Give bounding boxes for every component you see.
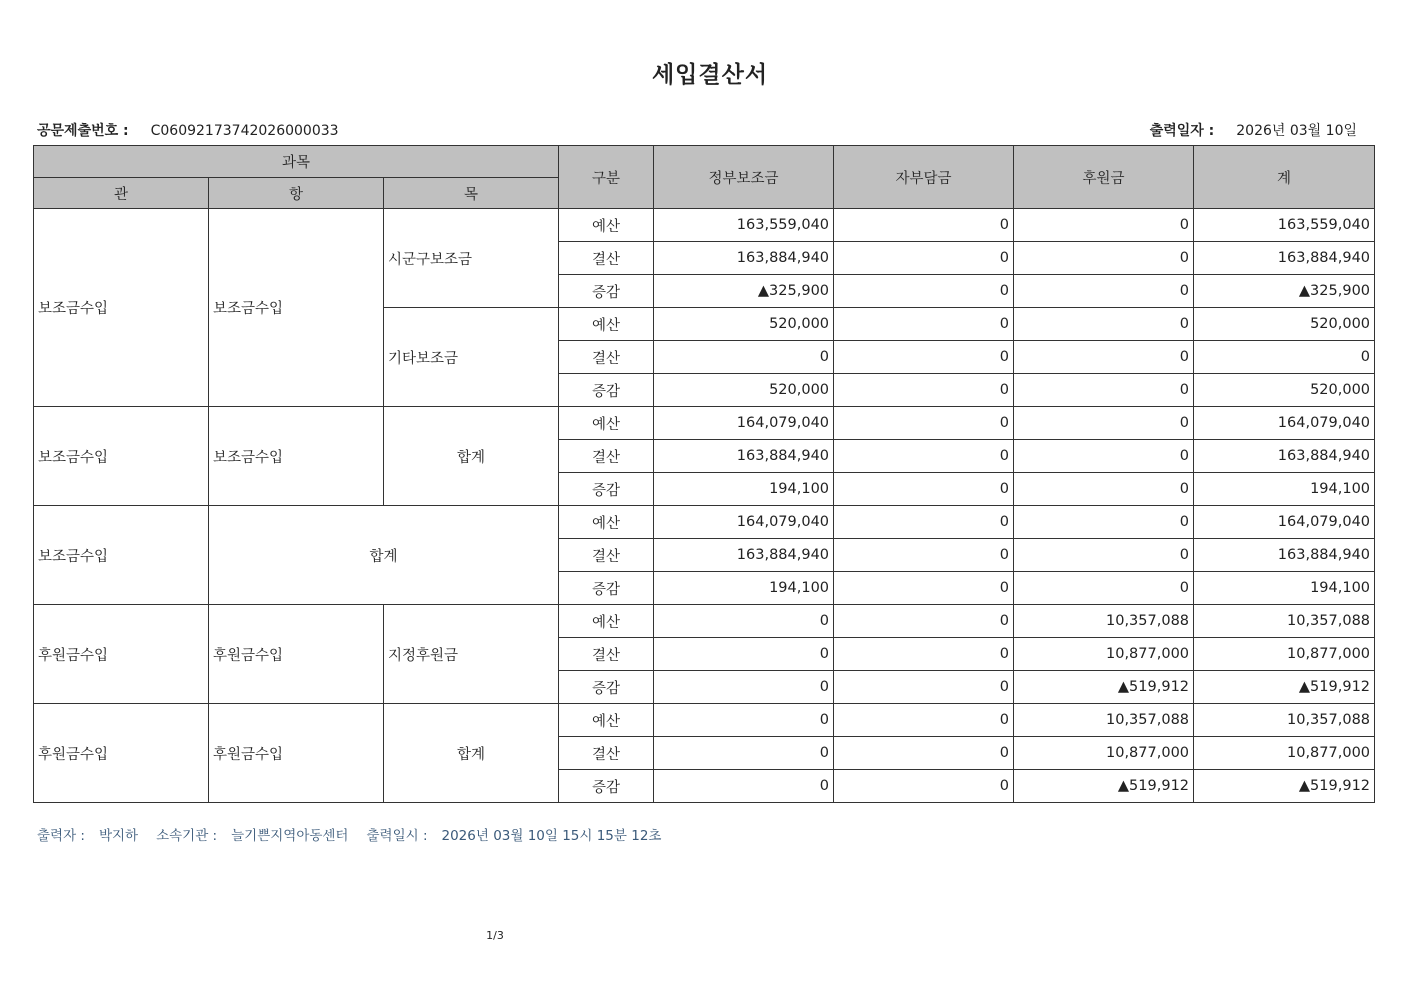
self-burden-cell: 0 <box>834 308 1014 341</box>
hang-cell: 후원금수입 <box>209 704 384 803</box>
table-row <box>34 605 1375 638</box>
gov-subsidy-cell: 0 <box>654 605 834 638</box>
total-cell: 520,000 <box>1194 308 1375 341</box>
print-date <box>1150 120 1357 140</box>
sponsorship-cell: 0 <box>1014 275 1194 308</box>
org-value: 늘기쁜지역아동센터 <box>231 828 349 844</box>
report-title: 세입결산서 <box>651 62 769 88</box>
table-row <box>34 407 1375 440</box>
gubun-cell: 예산 <box>559 605 654 638</box>
printed-at-value: 2026년 03월 10일 15시 15분 12초 <box>441 828 662 844</box>
print-date-value: 2026년 03월 10일 <box>1236 123 1357 139</box>
sponsorship-cell: 0 <box>1014 242 1194 275</box>
total-cell: 10,357,088 <box>1194 704 1375 737</box>
sponsorship-cell: 10,877,000 <box>1014 737 1194 770</box>
gwan-cell: 후원금수입 <box>34 605 209 704</box>
gubun-cell: 결산 <box>559 737 654 770</box>
mok-cell: 지정후원금 <box>384 605 559 704</box>
gov-subsidy-cell: 0 <box>654 341 834 374</box>
self-burden-cell: 0 <box>834 407 1014 440</box>
header-gwan: 관 <box>34 178 209 209</box>
header-gubun: 구분 <box>559 146 654 209</box>
gubun-cell: 결산 <box>559 242 654 275</box>
sponsorship-cell: 0 <box>1014 506 1194 539</box>
gubun-cell: 증감 <box>559 473 654 506</box>
gov-subsidy-cell: 194,100 <box>654 572 834 605</box>
printer-label: 출력자 : <box>37 828 85 844</box>
total-cell: ▲519,912 <box>1194 770 1375 803</box>
header-gov-subsidy: 정부보조금 <box>654 146 834 209</box>
gubun-cell: 증감 <box>559 572 654 605</box>
gubun-cell: 결산 <box>559 341 654 374</box>
org-label: 소속기관 : <box>156 828 218 844</box>
document-number-value: C06092173742026000033 <box>150 123 339 139</box>
gov-subsidy-cell: 194,100 <box>654 473 834 506</box>
header-hang: 항 <box>209 178 384 209</box>
total-cell: ▲325,900 <box>1194 275 1375 308</box>
self-burden-cell: 0 <box>834 341 1014 374</box>
total-cell: ▲519,912 <box>1194 671 1375 704</box>
gubun-cell: 증감 <box>559 671 654 704</box>
total-cell: 163,884,940 <box>1194 440 1375 473</box>
self-burden-cell: 0 <box>834 605 1014 638</box>
self-burden-cell: 0 <box>834 374 1014 407</box>
sponsorship-cell: 10,357,088 <box>1014 605 1194 638</box>
sponsorship-cell: 0 <box>1014 341 1194 374</box>
total-cell: 163,884,940 <box>1194 539 1375 572</box>
self-burden-cell: 0 <box>834 473 1014 506</box>
gubun-cell: 결산 <box>559 440 654 473</box>
total-cell: 194,100 <box>1194 572 1375 605</box>
gov-subsidy-cell: 163,884,940 <box>654 242 834 275</box>
gov-subsidy-cell: 163,884,940 <box>654 440 834 473</box>
table-row <box>34 506 1375 539</box>
gov-subsidy-cell: 520,000 <box>654 308 834 341</box>
gov-subsidy-cell: 520,000 <box>654 374 834 407</box>
total-cell: 10,877,000 <box>1194 737 1375 770</box>
gov-subsidy-cell: 0 <box>654 704 834 737</box>
mok-cell: 합계 <box>384 407 559 506</box>
page-number: 1/3 <box>486 929 504 942</box>
self-burden-cell: 0 <box>834 704 1014 737</box>
gwan-cell: 보조금수입 <box>34 209 209 407</box>
self-burden-cell: 0 <box>834 737 1014 770</box>
document-number-label: 공문제출번호 : <box>37 123 129 139</box>
revenue-settlement-table <box>33 145 1375 803</box>
sponsorship-cell: 0 <box>1014 473 1194 506</box>
sponsorship-cell: 0 <box>1014 440 1194 473</box>
sponsorship-cell: 0 <box>1014 374 1194 407</box>
gov-subsidy-cell: 0 <box>654 671 834 704</box>
gov-subsidy-cell: 164,079,040 <box>654 506 834 539</box>
gubun-cell: 예산 <box>559 506 654 539</box>
gov-subsidy-cell: 0 <box>654 638 834 671</box>
total-cell: 0 <box>1194 341 1375 374</box>
gubun-cell: 예산 <box>559 704 654 737</box>
print-date-label: 출력일자 : <box>1149 123 1215 139</box>
self-burden-cell: 0 <box>834 539 1014 572</box>
mok-cell: 합계 <box>384 704 559 803</box>
self-burden-cell: 0 <box>834 770 1014 803</box>
gwan-cell: 후원금수입 <box>34 704 209 803</box>
total-cell: 10,357,088 <box>1194 605 1375 638</box>
gov-subsidy-cell: 164,079,040 <box>654 407 834 440</box>
hang-mok-total-cell: 합계 <box>209 506 559 605</box>
self-burden-cell: 0 <box>834 671 1014 704</box>
header-mok: 목 <box>384 178 559 209</box>
total-cell: 520,000 <box>1194 374 1375 407</box>
total-cell: 164,079,040 <box>1194 506 1375 539</box>
sponsorship-cell: 0 <box>1014 539 1194 572</box>
total-cell: 163,559,040 <box>1194 209 1375 242</box>
self-burden-cell: 0 <box>834 275 1014 308</box>
sponsorship-cell: ▲519,912 <box>1014 770 1194 803</box>
table-row <box>34 209 1375 242</box>
sponsorship-cell: 0 <box>1014 209 1194 242</box>
sponsorship-cell: 10,357,088 <box>1014 704 1194 737</box>
total-cell: 164,079,040 <box>1194 407 1375 440</box>
self-burden-cell: 0 <box>834 572 1014 605</box>
gubun-cell: 결산 <box>559 638 654 671</box>
table-row <box>34 704 1375 737</box>
gubun-cell: 예산 <box>559 308 654 341</box>
sponsorship-cell: ▲519,912 <box>1014 671 1194 704</box>
gov-subsidy-cell: 0 <box>654 770 834 803</box>
hang-cell: 보조금수입 <box>209 407 384 506</box>
gubun-cell: 예산 <box>559 209 654 242</box>
gov-subsidy-cell: 163,884,940 <box>654 539 834 572</box>
self-burden-cell: 0 <box>834 242 1014 275</box>
sponsorship-cell: 0 <box>1014 308 1194 341</box>
gubun-cell: 증감 <box>559 770 654 803</box>
print-footer <box>37 824 679 844</box>
gov-subsidy-cell: 0 <box>654 737 834 770</box>
total-cell: 10,877,000 <box>1194 638 1375 671</box>
hang-cell: 보조금수입 <box>209 209 384 407</box>
hang-cell: 후원금수입 <box>209 605 384 704</box>
gwan-cell: 보조금수입 <box>34 506 209 605</box>
printer-value: 박지하 <box>98 828 139 844</box>
total-cell: 163,884,940 <box>1194 242 1375 275</box>
gov-subsidy-cell: 163,559,040 <box>654 209 834 242</box>
header-subject: 과목 <box>34 146 559 178</box>
sponsorship-cell: 0 <box>1014 407 1194 440</box>
mok-cell: 기타보조금 <box>384 308 559 407</box>
gubun-cell: 증감 <box>559 374 654 407</box>
mok-cell: 시군구보조금 <box>384 209 559 308</box>
gov-subsidy-cell: ▲325,900 <box>654 275 834 308</box>
gubun-cell: 증감 <box>559 275 654 308</box>
self-burden-cell: 0 <box>834 506 1014 539</box>
gubun-cell: 결산 <box>559 539 654 572</box>
sponsorship-cell: 10,877,000 <box>1014 638 1194 671</box>
gubun-cell: 예산 <box>559 407 654 440</box>
header-total: 계 <box>1194 146 1375 209</box>
total-cell: 194,100 <box>1194 473 1375 506</box>
sponsorship-cell: 0 <box>1014 572 1194 605</box>
header-self-burden: 자부담금 <box>834 146 1014 209</box>
document-number <box>37 120 339 140</box>
self-burden-cell: 0 <box>834 440 1014 473</box>
self-burden-cell: 0 <box>834 638 1014 671</box>
gwan-cell: 보조금수입 <box>34 407 209 506</box>
printed-at-label: 출력일시 : <box>366 828 428 844</box>
header-sponsorship: 후원금 <box>1014 146 1194 209</box>
self-burden-cell: 0 <box>834 209 1014 242</box>
